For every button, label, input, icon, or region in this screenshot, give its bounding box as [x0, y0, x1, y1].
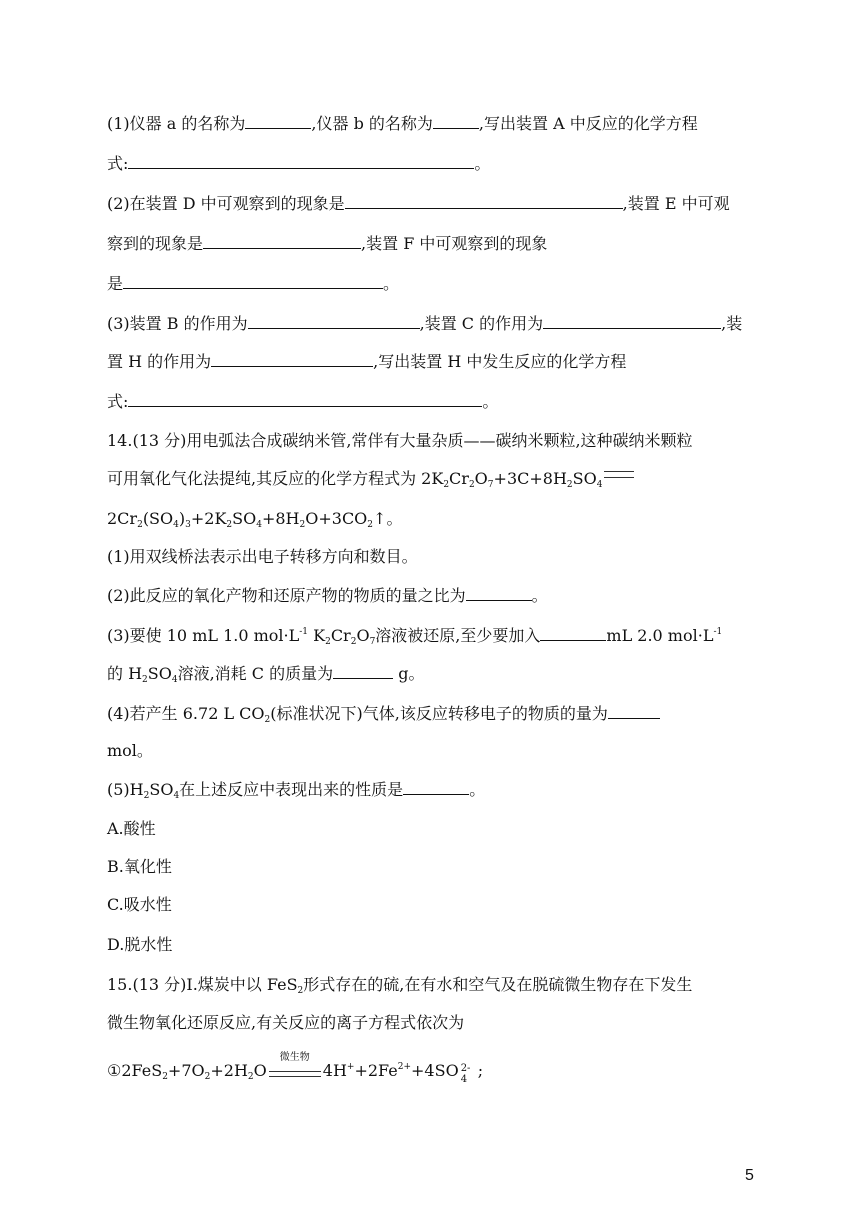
q13-part2-line3 [107, 273, 399, 293]
formula-part: +8H [261, 509, 300, 528]
count-subscript: 4 [460, 1074, 468, 1085]
answer-blank[interactable] [245, 113, 311, 129]
q14-s3-text-e: 的 H [107, 664, 143, 683]
q13-p3-text-b: ,装置 C 的作用为 [419, 314, 544, 333]
answer-blank[interactable] [203, 233, 361, 249]
q13-p1-text-a: (1)仪器 a 的名称为 [107, 114, 246, 133]
q13-part1-line1 [107, 113, 698, 133]
q13-p2-text-a: (2)在装置 D 中可观察到的现象是 [107, 194, 345, 213]
answer-blank[interactable] [128, 153, 474, 169]
answer-blank[interactable] [333, 663, 393, 679]
q13-p1-text-b: ,仪器 b 的名称为 [311, 114, 433, 133]
q14-sub2 [107, 585, 548, 605]
formula-part: Cr [449, 469, 469, 488]
subscript: 2 [350, 637, 357, 647]
formula-part: (SO [142, 509, 174, 528]
subscript: 4 [173, 520, 179, 530]
answer-blank[interactable] [540, 625, 606, 641]
q13-p3-text-f: 式: [107, 392, 129, 411]
answer-blank[interactable] [608, 703, 660, 719]
q14-s4-text-a: (4)若产生 6.72 L CO [107, 704, 265, 723]
formula-part: +2H [210, 1061, 248, 1080]
q13-p3-text-e: ,写出装置 H 中发生反应的化学方程 [373, 352, 627, 371]
subscript: 4 [171, 675, 178, 685]
charge-superscript: 2- [460, 1063, 471, 1074]
subscript: 2 [443, 480, 450, 490]
page-number: 5 [745, 1167, 754, 1184]
subscript: 2 [297, 986, 304, 996]
sulfate-charge [459, 1061, 473, 1085]
q15-stem-line1 [107, 975, 692, 995]
q13-p2-text-d: ,装置 F 中可观察到的现象 [361, 234, 548, 253]
subscript: 2 [142, 675, 148, 685]
subscript: 4 [256, 520, 262, 530]
subscript: 2 [226, 520, 233, 530]
q13-p2-text-e: 是 [107, 274, 124, 293]
subscript: 2 [299, 520, 306, 530]
subscript: 2 [325, 637, 331, 647]
subscript: 4 [596, 480, 603, 490]
formula-part: O+3CO [305, 509, 368, 528]
formula-part: +2K [190, 509, 227, 528]
formula-part: K [308, 626, 326, 645]
period: 。 [482, 392, 499, 411]
subscript: 4 [173, 791, 180, 801]
q13-part1-line2 [107, 153, 490, 173]
answer-blank[interactable] [123, 273, 383, 289]
formula-part: 4H [322, 1061, 347, 1080]
q14-sub4-line2: mol。 [107, 741, 153, 760]
q15-stem-text-b: 形式存在的硫,在有水和空气及在脱硫微生物存在下发生 [303, 975, 693, 994]
q14-s3-text-c: 溶液被还原,至少要加入 [375, 626, 541, 645]
subscript: 3 [185, 520, 191, 530]
q14-stem-text: 可用氧化气化法提纯,其反应的化学方程式为 2K [107, 469, 444, 488]
subscript: 2 [204, 1072, 211, 1082]
q14-sub5 [107, 779, 485, 799]
answer-blank[interactable] [543, 313, 721, 329]
q15-reaction-1 [107, 1052, 484, 1085]
formula-part: ①2FeS [107, 1061, 163, 1080]
formula-part: Cr [330, 626, 351, 645]
q15-stem-line2: 微生物氧化还原反应,有关反应的离子方程式依次为 [107, 1013, 465, 1032]
q14-stem-line1: 14.(13 分)用电弧法合成碳纳米管,常伴有大量杂质——碳纳米颗粒,这种碳纳米颗粒 [107, 431, 693, 450]
formula-part: SO [149, 780, 174, 799]
formula-part: +7O [167, 1061, 205, 1080]
q14-sub4-line1 [107, 703, 660, 723]
formula-part: ) [178, 509, 186, 528]
formula-part: SO [232, 509, 257, 528]
q14-s3-text-f: 溶液,消耗 C 的质量为 [177, 664, 334, 683]
equals-sign [269, 1071, 321, 1077]
q14-sub1: (1)用双线桥法表示出电子转移方向和数目。 [107, 547, 418, 566]
subscript: 2 [566, 480, 573, 490]
subscript: 2 [468, 480, 475, 490]
formula-part: O [474, 469, 488, 488]
q13-part2-line1 [107, 193, 730, 213]
q13-p1-text-c: ,写出装置 A 中反应的化学方程 [478, 114, 698, 133]
q13-p1-text-d: 式: [107, 154, 129, 173]
option-b[interactable]: B.氧化性 [107, 857, 172, 876]
period: 。 [531, 586, 548, 605]
q14-s3-text-d: mL 2.0 mol·L [606, 626, 714, 645]
option-a[interactable]: A.酸性 [107, 819, 156, 838]
q13-part3-line2 [107, 351, 626, 371]
subscript: 2 [162, 1072, 168, 1082]
superscript: 2+ [397, 1062, 412, 1072]
subscript: 2 [143, 791, 150, 801]
q13-part3-line1 [107, 313, 742, 333]
catalyst-arrow [269, 1052, 321, 1081]
q14-s4-text-b: (标准状况下)气体,该反应转移电子的物质的量为 [270, 704, 608, 723]
formula-part: +4SO [411, 1061, 459, 1080]
option-c[interactable]: C.吸水性 [107, 895, 172, 914]
superscript: -1 [299, 627, 309, 637]
subscript: 2 [247, 1072, 254, 1082]
superscript: + [346, 1062, 355, 1072]
subscript: 2 [137, 520, 143, 530]
answer-blank[interactable] [128, 391, 482, 407]
q13-part2-line2 [107, 233, 547, 253]
answer-blank[interactable] [345, 193, 623, 209]
period: 。 [469, 780, 486, 799]
formula-part: ; [472, 1061, 484, 1080]
formula-part: SO [147, 664, 172, 683]
q14-equation-line2 [107, 509, 402, 529]
q13-p2-text-c: 察到的现象是 [107, 234, 204, 253]
q13-part3-line3 [107, 391, 498, 411]
q14-s5-text-a: (5)H [107, 780, 144, 799]
q13-p3-text-a: (3)装置 B 的作用为 [107, 314, 248, 333]
option-d[interactable]: D.脱水性 [107, 935, 173, 954]
formula-part: 2Cr [107, 509, 138, 528]
q13-p3-text-d: 置 H 的作用为 [107, 352, 212, 371]
q15-stem-text-a: 15.(13 分)Ⅰ.煤炭中以 FeS [107, 975, 298, 994]
answer-blank[interactable] [248, 313, 420, 329]
subscript: 7 [369, 637, 376, 647]
q14-sub3-line1 [107, 625, 722, 645]
subscript: 2 [264, 715, 271, 725]
formula-part: O [356, 626, 370, 645]
q14-stem-line2 [107, 469, 636, 489]
answer-blank[interactable] [403, 779, 469, 795]
q14-s2-text: (2)此反应的氧化产物和还原产物的物质的量之比为 [107, 586, 466, 605]
q13-p2-text-b: ,装置 E 中可观 [622, 194, 730, 213]
subscript: 7 [487, 480, 494, 490]
answer-blank[interactable] [466, 585, 532, 601]
formula-part: +3C+8H [493, 469, 567, 488]
formula-part: ↑。 [373, 509, 403, 528]
formula-part: O [253, 1061, 267, 1080]
q14-s3-text-g: g。 [393, 664, 425, 683]
q14-s5-text-b: 在上述反应中表现出来的性质是 [179, 780, 404, 799]
period: 。 [383, 274, 400, 293]
q13-p3-text-c: ,装 [721, 314, 743, 333]
catalyst-label: 微生物 [279, 1052, 310, 1063]
period: 。 [474, 154, 491, 173]
answer-blank[interactable] [211, 351, 373, 367]
answer-blank[interactable] [433, 113, 479, 129]
equals-sign [604, 471, 634, 478]
formula-part: SO [572, 469, 597, 488]
subscript: 2 [367, 520, 374, 530]
superscript: -1 [713, 627, 723, 637]
q14-s3-text-a: (3)要使 10 mL 1.0 mol·L [107, 626, 300, 645]
q14-sub3-line2 [107, 663, 424, 683]
formula-part: +2Fe [354, 1061, 398, 1080]
